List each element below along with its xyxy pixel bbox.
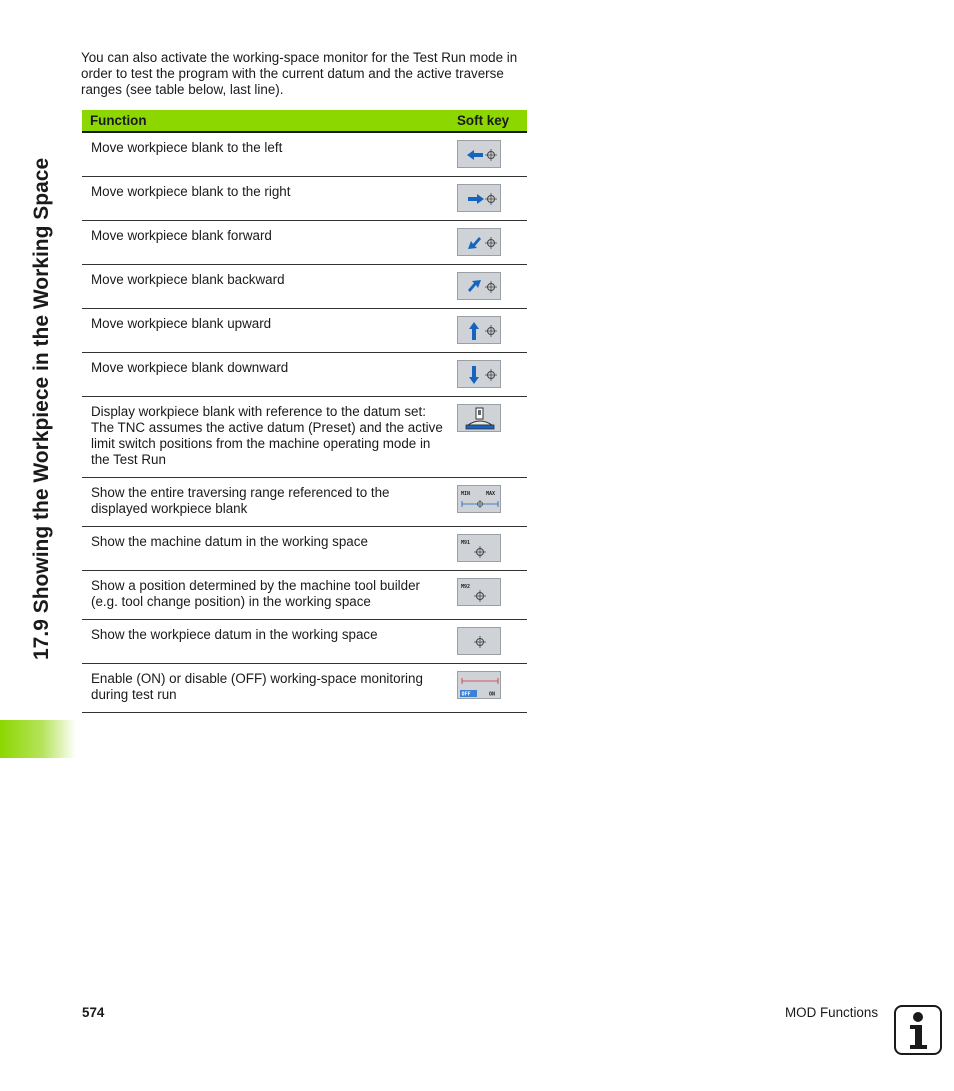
m92-label: M92: [461, 584, 471, 590]
table-row: [82, 527, 527, 571]
footer-chapter-name: MOD Functions: [785, 1005, 879, 1020]
datum-icon[interactable]: [457, 627, 501, 655]
max-label: MAX: [486, 491, 496, 497]
header-function: Function: [82, 110, 451, 132]
arrow-up-icon[interactable]: [457, 316, 501, 344]
row-function-text: Display workpiece blank with reference to the datum set: The TNC assumes the active datum (Preset) and the active limit switch positions from the machine operating mode in the Test Run: [82, 397, 451, 478]
row-function-text: Show a position determined by the machine tool builder (e.g. tool change position) in the working space: [82, 571, 451, 620]
min-max-range-icon[interactable]: [457, 485, 501, 513]
row-function-text: Show the workpiece datum in the working space: [82, 620, 451, 664]
arrow-left-icon[interactable]: [457, 140, 501, 168]
row-function-text: Move workpiece blank upward: [82, 309, 451, 353]
row-function-text: Show the entire traversing range referenced to the displayed workpiece blank: [82, 478, 451, 527]
table-row: [82, 478, 527, 527]
table-header-row: [82, 110, 527, 132]
chapter-side-title: 17.9 Showing the Workpiece in the Working Space: [30, 157, 53, 660]
table-row: [82, 620, 527, 664]
table-row: [82, 177, 527, 221]
off-on-toggle-icon[interactable]: [457, 671, 501, 699]
table-row: [82, 571, 527, 620]
table-row: [82, 265, 527, 309]
arrow-right-icon[interactable]: [457, 184, 501, 212]
min-label: MIN: [461, 491, 471, 497]
table-row: [82, 353, 527, 397]
arrow-backward-icon[interactable]: [457, 272, 501, 300]
function-table: [82, 110, 527, 713]
row-function-text: Move workpiece blank to the right: [82, 177, 451, 221]
row-function-text: Move workpiece blank downward: [82, 353, 451, 397]
m91-datum-icon[interactable]: [457, 534, 501, 562]
page-number: 574: [82, 1005, 105, 1020]
off-label: OFF: [461, 691, 471, 698]
m92-datum-icon[interactable]: [457, 578, 501, 606]
row-function-text: Enable (ON) or disable (OFF) working-space monitoring during test run: [82, 664, 451, 713]
machine-table-icon[interactable]: [457, 404, 501, 432]
table-row: [82, 664, 527, 713]
table-row: [82, 397, 527, 478]
row-function-text: Move workpiece blank forward: [82, 221, 451, 265]
row-function-text: Move workpiece blank to the left: [82, 132, 451, 177]
on-label: ON: [489, 691, 496, 698]
row-function-text: Move workpiece blank backward: [82, 265, 451, 309]
header-softkey: Soft key: [451, 110, 527, 132]
info-icon: [894, 1005, 942, 1055]
m91-label: M91: [461, 540, 471, 546]
table-row: [82, 309, 527, 353]
row-function-text: Show the machine datum in the working space: [82, 527, 451, 571]
intro-paragraph: You can also activate the working-space monitor for the Test Run mode in order to test the program with the current datum and the active traverse ranges (see table below, last line).: [81, 50, 518, 97]
table-row: [82, 221, 527, 265]
arrow-forward-icon[interactable]: [457, 228, 501, 256]
chapter-tab-marker: [0, 720, 76, 758]
arrow-down-icon[interactable]: [457, 360, 501, 388]
table-row: [82, 132, 527, 177]
